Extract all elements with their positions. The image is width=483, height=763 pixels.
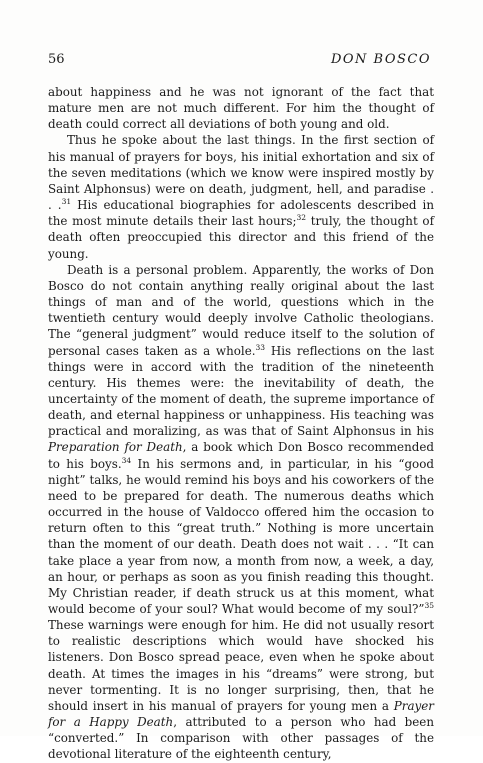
paragraph-3 <box>48 262 434 763</box>
footnote-ref-32: 32 <box>296 213 306 223</box>
footnote-ref-35: 35 <box>424 601 434 610</box>
paragraph-3-text: , a book which Don Bosco recommended to his boys. <box>48 440 434 471</box>
footnote-ref-34: 34 <box>121 455 132 465</box>
paragraph-2-text: Thus he spoke about the last things. In the first section of his manual of prayers for boys, his initial exhortation and six of the seven meditations (which we know were inspired mostly by Saint Alphonsus) were on death, judgment, hell, and paradise . . . <box>48 133 434 213</box>
paragraph-1 <box>48 84 434 132</box>
paragraph-1-text: about happiness and he was not ignorant of the fact that mature men are not much different. For him the thought of death could correct all deviations of both young and old. <box>48 85 434 132</box>
paragraph-3-text: , attributed to a person who had been “converted.” In comparison with other passages of the devotional literature of the eighteenth century, <box>48 715 434 762</box>
footnote-ref-31: 31 <box>61 197 72 207</box>
running-title: DON BOSCO <box>330 52 431 67</box>
paragraph-3-text: Death is a personal problem. Apparently, the works of Don Bosco do not contain anything really original about the last things of man and of the world, questions which in the twentieth century would deeply involve Catholic theologians. The “general judgment” would reduce itself to the solution of personal cases taken as a whole. <box>48 262 434 358</box>
page-header <box>48 52 431 68</box>
body-text <box>48 84 434 763</box>
paragraph-3-text: His reflections on the last things were in accord with the tradition of the nineteenth century. His themes were: the inevitability of death, the uncertainty of the moment of death, the supreme importance of death, and eternal happiness or unhappiness. His teaching was practical and moralizing, as was that of Saint Alphonsus in his <box>48 343 434 439</box>
paragraph-3-text: These warnings were enough for him. He did not usually resort to realistic descriptions which would have shocked his listeners. Don Bosco spread peace, even when he spoke about death. At times the images in his “dreams” were strong, but never tormenting. It is no longer surprising, then, that he should insert in his manual of prayers for young men a <box>48 618 434 713</box>
paragraph-2 <box>48 132 434 261</box>
footnote-ref-33: 33 <box>255 342 266 352</box>
paragraph-3-text: In his sermons and, in particular, in his “good night” talks, he would remind his boys and his coworkers of the need to be prepared for death. The numerous deaths which occurred in the house of Valdocco offered him the occasion to return often to this “great truth.” Nothing is more uncertain than the moment of our death. Death does not wait . . . “It can take place a year from now, a month from now, a week, a day, an hour, or perhaps as soon as you finish reading this thought. My Christian reader, if death struck us at this moment, what would become of your soul? What would become of my soul?” <box>48 456 434 616</box>
book-title-italic: Preparation for Death <box>48 440 183 455</box>
paragraph-2-text: His educational biographies for adolescents described in the most minute details their last hours; <box>48 198 434 229</box>
page-number: 56 <box>48 52 65 67</box>
prayer-title-italic: Prayer for a Happy Death <box>48 698 434 730</box>
paragraph-2-text: truly, the thought of death often preoccupied this director and this friend of the young. <box>48 214 434 261</box>
